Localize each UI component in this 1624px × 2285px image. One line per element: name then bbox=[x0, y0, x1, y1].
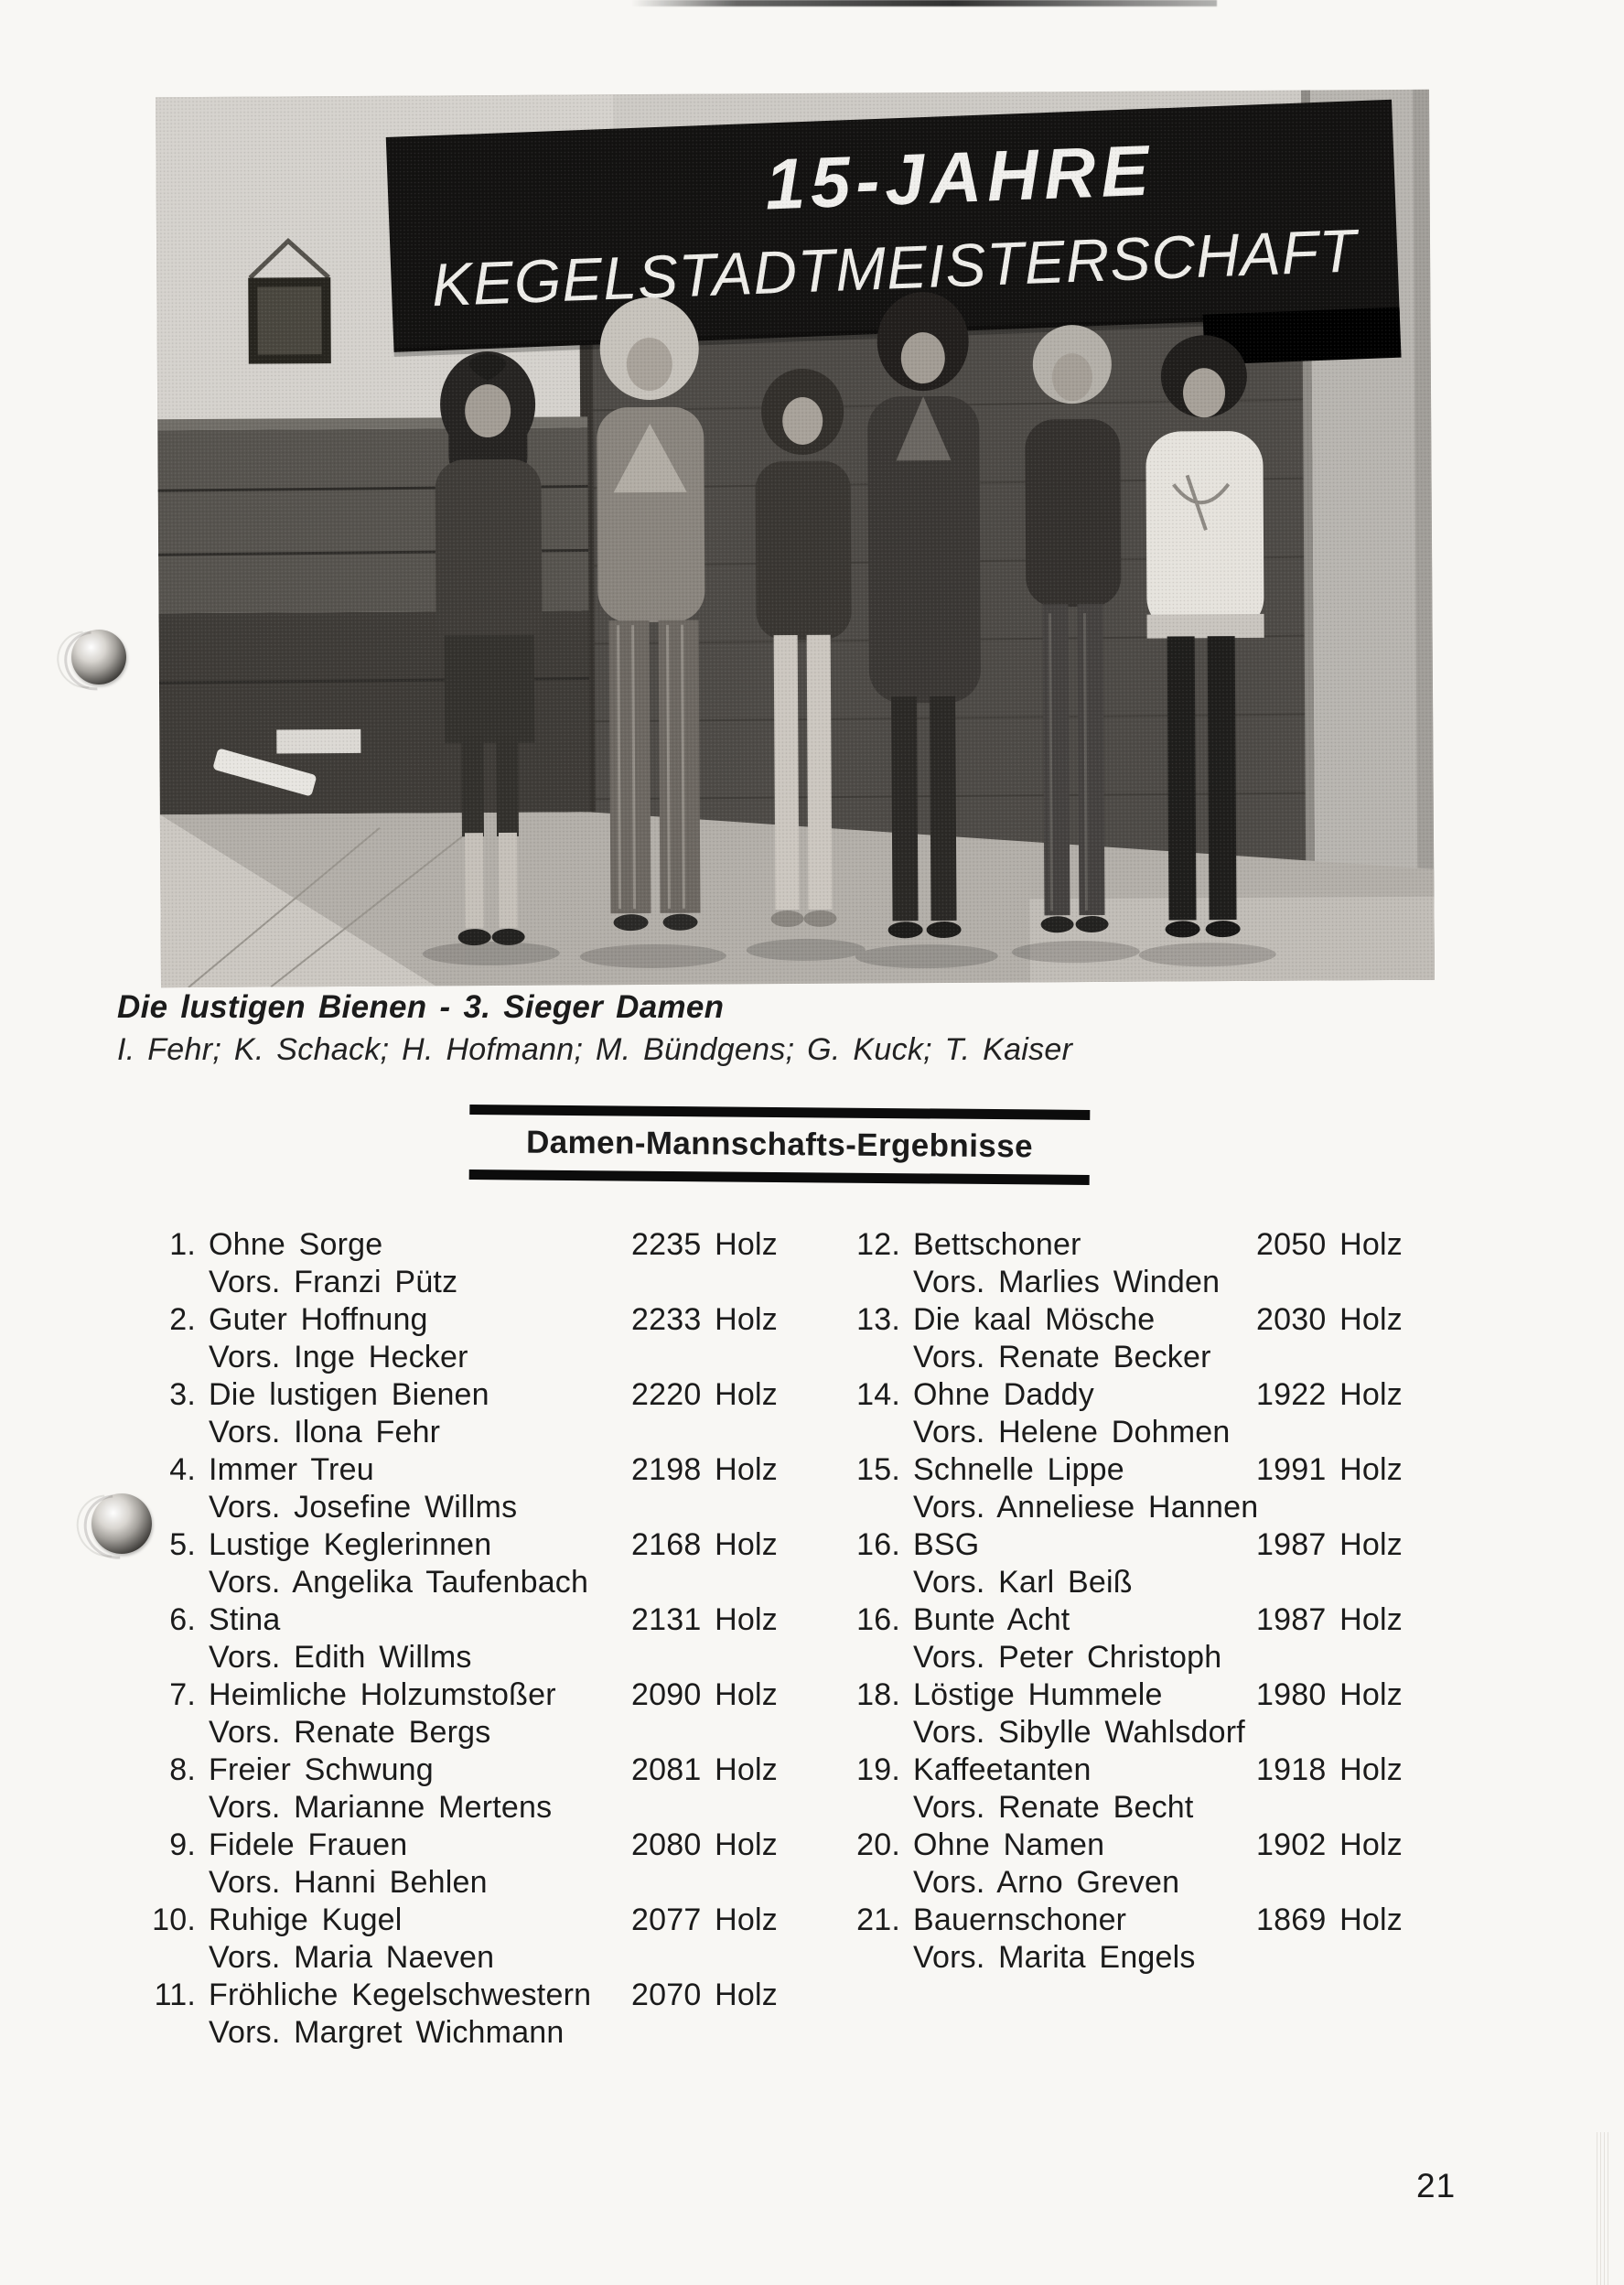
result-entry bbox=[137, 1226, 942, 1301]
result-rank: 12. bbox=[856, 1227, 900, 1262]
results-title-box bbox=[469, 1105, 1091, 1185]
result-score: 2168 Holz bbox=[631, 1527, 778, 1562]
page-number: 21 bbox=[1416, 2167, 1457, 2204]
result-vors-line: Vors. Anneliese Hannen bbox=[913, 1490, 1259, 1525]
result-team-name: Bauernschoner bbox=[913, 1902, 1127, 1937]
result-team-name: Bettschoner bbox=[913, 1227, 1081, 1262]
result-team-name: Die kaal Mösche bbox=[913, 1302, 1156, 1337]
result-rank: 7. bbox=[169, 1677, 196, 1712]
result-team-line bbox=[137, 1751, 942, 1789]
result-entry bbox=[851, 1751, 1436, 1827]
result-entry bbox=[851, 1676, 1436, 1751]
result-entry bbox=[137, 1526, 942, 1601]
result-vors-line: Vors. Renate Becht bbox=[913, 1790, 1194, 1825]
result-score: 2081 Holz bbox=[631, 1752, 778, 1787]
result-rank: 18. bbox=[856, 1677, 900, 1712]
result-team-line bbox=[137, 1676, 942, 1714]
result-score: 1987 Holz bbox=[1256, 1602, 1403, 1637]
result-entry bbox=[851, 1226, 1436, 1301]
result-score: 2050 Holz bbox=[1256, 1227, 1403, 1262]
result-score: 1980 Holz bbox=[1256, 1677, 1403, 1712]
result-entry bbox=[851, 1526, 1436, 1601]
result-team-name: Lustige Keglerinnen bbox=[209, 1527, 492, 1562]
result-score: 2235 Holz bbox=[631, 1227, 778, 1262]
result-team-line bbox=[137, 1526, 942, 1564]
result-vors-line: Vors. Ilona Fehr bbox=[209, 1415, 441, 1450]
result-team-name: Heimliche Holzumstoßer bbox=[209, 1677, 556, 1712]
result-rank: 3. bbox=[169, 1377, 196, 1412]
result-team-line bbox=[851, 1301, 1436, 1339]
result-vors-line: Vors. Marita Engels bbox=[913, 1940, 1196, 1975]
result-entry bbox=[137, 1451, 942, 1526]
results-column-right bbox=[851, 1226, 1436, 1977]
result-rank: 11. bbox=[154, 1978, 196, 2012]
result-team-line bbox=[851, 1676, 1436, 1714]
result-rank: 9. bbox=[169, 1827, 196, 1862]
result-team-line bbox=[851, 1601, 1436, 1639]
result-vors-line: Vors. Marianne Mertens bbox=[209, 1790, 553, 1825]
result-score: 2131 Holz bbox=[631, 1602, 778, 1637]
result-score: 2080 Holz bbox=[631, 1827, 778, 1862]
result-rank: 2. bbox=[169, 1302, 196, 1337]
result-team-line bbox=[851, 1827, 1436, 1864]
result-team-name: Guter Hoffnung bbox=[209, 1302, 428, 1337]
result-team-line bbox=[137, 1376, 942, 1414]
result-entry bbox=[137, 1376, 942, 1451]
result-team-line bbox=[137, 1601, 942, 1639]
result-vors-line: Vors. Peter Christoph bbox=[913, 1640, 1222, 1675]
result-vors-line: Vors. Sibylle Wahlsdorf bbox=[913, 1715, 1245, 1750]
result-team-line bbox=[137, 1902, 942, 1939]
result-score: 2070 Holz bbox=[631, 1978, 778, 2012]
result-team-line bbox=[851, 1226, 1436, 1264]
result-team-name: Die lustigen Bienen bbox=[209, 1377, 489, 1412]
result-team-name: Schnelle Lippe bbox=[913, 1452, 1124, 1487]
result-team-line bbox=[137, 1451, 942, 1489]
result-vors-line: Vors. Edith Willms bbox=[209, 1640, 472, 1675]
result-rank: 5. bbox=[169, 1527, 196, 1562]
result-entry bbox=[137, 1751, 942, 1827]
result-vors-line: Vors. Helene Dohmen bbox=[913, 1415, 1231, 1450]
result-score: 1922 Holz bbox=[1256, 1377, 1403, 1412]
results-title: Damen-Mannschafts-Ergebnisse bbox=[525, 1124, 1034, 1165]
result-entry bbox=[851, 1902, 1436, 1977]
result-rank: 21. bbox=[856, 1902, 900, 1937]
result-entry bbox=[851, 1827, 1436, 1902]
team-photo bbox=[156, 90, 1435, 987]
result-team-name: Fidele Frauen bbox=[209, 1827, 408, 1862]
result-rank: 6. bbox=[169, 1602, 196, 1637]
result-rank: 19. bbox=[856, 1752, 900, 1787]
scan-artifact-fold-lines bbox=[1594, 2132, 1608, 2285]
result-vors-line: Vors. Margret Wichmann bbox=[209, 2015, 565, 2050]
result-rank: 16. bbox=[856, 1602, 900, 1637]
results-column-left bbox=[137, 1226, 942, 2052]
result-entry bbox=[851, 1301, 1436, 1376]
result-team-line bbox=[851, 1751, 1436, 1789]
result-score: 2233 Holz bbox=[631, 1302, 778, 1337]
result-score: 2198 Holz bbox=[631, 1452, 778, 1487]
result-entry bbox=[137, 1301, 942, 1376]
photo-caption bbox=[117, 986, 1072, 1071]
result-rank: 20. bbox=[856, 1827, 900, 1862]
result-team-name: Ruhige Kugel bbox=[209, 1902, 403, 1937]
result-rank: 8. bbox=[169, 1752, 196, 1787]
result-entry bbox=[137, 1977, 942, 2052]
result-entry bbox=[137, 1827, 942, 1902]
result-vors-line: Vors. Josefine Willms bbox=[209, 1490, 518, 1525]
result-score: 1869 Holz bbox=[1256, 1902, 1403, 1937]
result-team-line bbox=[137, 1827, 942, 1864]
result-team-name: Bunte Acht bbox=[913, 1602, 1070, 1637]
result-vors-line: Vors. Renate Becker bbox=[913, 1340, 1211, 1374]
result-rank: 13. bbox=[856, 1302, 900, 1337]
result-score: 1918 Holz bbox=[1256, 1752, 1403, 1787]
result-score: 2030 Holz bbox=[1256, 1302, 1403, 1337]
result-team-name: Stina bbox=[209, 1602, 281, 1637]
result-team-name: Ohne Namen bbox=[913, 1827, 1105, 1862]
result-vors-line: Vors. Angelika Taufenbach bbox=[209, 1565, 589, 1600]
result-rank: 14. bbox=[856, 1377, 900, 1412]
result-rank: 4. bbox=[169, 1452, 196, 1487]
result-vors-line: Vors. Marlies Winden bbox=[913, 1265, 1221, 1299]
result-vors-line: Vors. Renate Bergs bbox=[209, 1715, 491, 1750]
result-vors-line: Vors. Inge Hecker bbox=[209, 1340, 468, 1374]
binder-rivet-top bbox=[71, 630, 126, 684]
result-vors-line: Vors. Arno Greven bbox=[913, 1865, 1180, 1900]
result-score: 2077 Holz bbox=[631, 1902, 778, 1937]
result-team-name: Fröhliche Kegelschwestern bbox=[209, 1978, 592, 2012]
result-score: 1991 Holz bbox=[1256, 1452, 1403, 1487]
team-photo-illustration bbox=[156, 90, 1435, 987]
result-score: 2220 Holz bbox=[631, 1377, 778, 1412]
result-entry bbox=[137, 1601, 942, 1676]
result-team-name: Ohne Daddy bbox=[913, 1377, 1094, 1412]
result-entry bbox=[851, 1601, 1436, 1676]
result-team-line bbox=[137, 1301, 942, 1339]
result-team-line bbox=[851, 1526, 1436, 1564]
result-team-line bbox=[137, 1226, 942, 1264]
result-rank: 16. bbox=[856, 1527, 900, 1562]
result-score: 2090 Holz bbox=[631, 1677, 778, 1712]
result-entry bbox=[137, 1676, 942, 1751]
caption-names: I. Fehr; K. Schack; H. Hofmann; M. Bündgens; G. Kuck; T. Kaiser bbox=[117, 1032, 1073, 1067]
result-team-name: Freier Schwung bbox=[209, 1752, 434, 1787]
result-score: 1987 Holz bbox=[1256, 1527, 1403, 1562]
result-entry bbox=[137, 1902, 942, 1977]
scan-artifact-top-smudge bbox=[631, 0, 1217, 6]
result-team-name: Immer Treu bbox=[209, 1452, 374, 1487]
result-entry bbox=[851, 1376, 1436, 1451]
result-rank: 10. bbox=[152, 1902, 196, 1937]
result-team-line bbox=[851, 1902, 1436, 1939]
result-entry bbox=[851, 1451, 1436, 1526]
result-vors-line: Vors. Hanni Behlen bbox=[209, 1865, 488, 1900]
result-team-name: Löstige Hummele bbox=[913, 1677, 1163, 1712]
result-rank: 1. bbox=[169, 1227, 196, 1262]
result-team-line bbox=[851, 1376, 1436, 1414]
result-team-line bbox=[851, 1451, 1436, 1489]
result-team-line bbox=[137, 1977, 942, 2014]
result-team-name: Kaffeetanten bbox=[913, 1752, 1092, 1787]
result-team-name: BSG bbox=[913, 1527, 980, 1562]
result-vors-line: Vors. Franzi Pütz bbox=[209, 1265, 458, 1299]
result-vors-line: Vors. Maria Naeven bbox=[209, 1940, 495, 1975]
result-vors-line: Vors. Karl Beiß bbox=[913, 1565, 1133, 1600]
caption-title: Die lustigen Bienen - 3. Sieger Damen bbox=[117, 989, 725, 1025]
result-score: 1902 Holz bbox=[1256, 1827, 1403, 1862]
result-team-name: Ohne Sorge bbox=[209, 1227, 383, 1262]
result-rank: 15. bbox=[856, 1452, 900, 1487]
